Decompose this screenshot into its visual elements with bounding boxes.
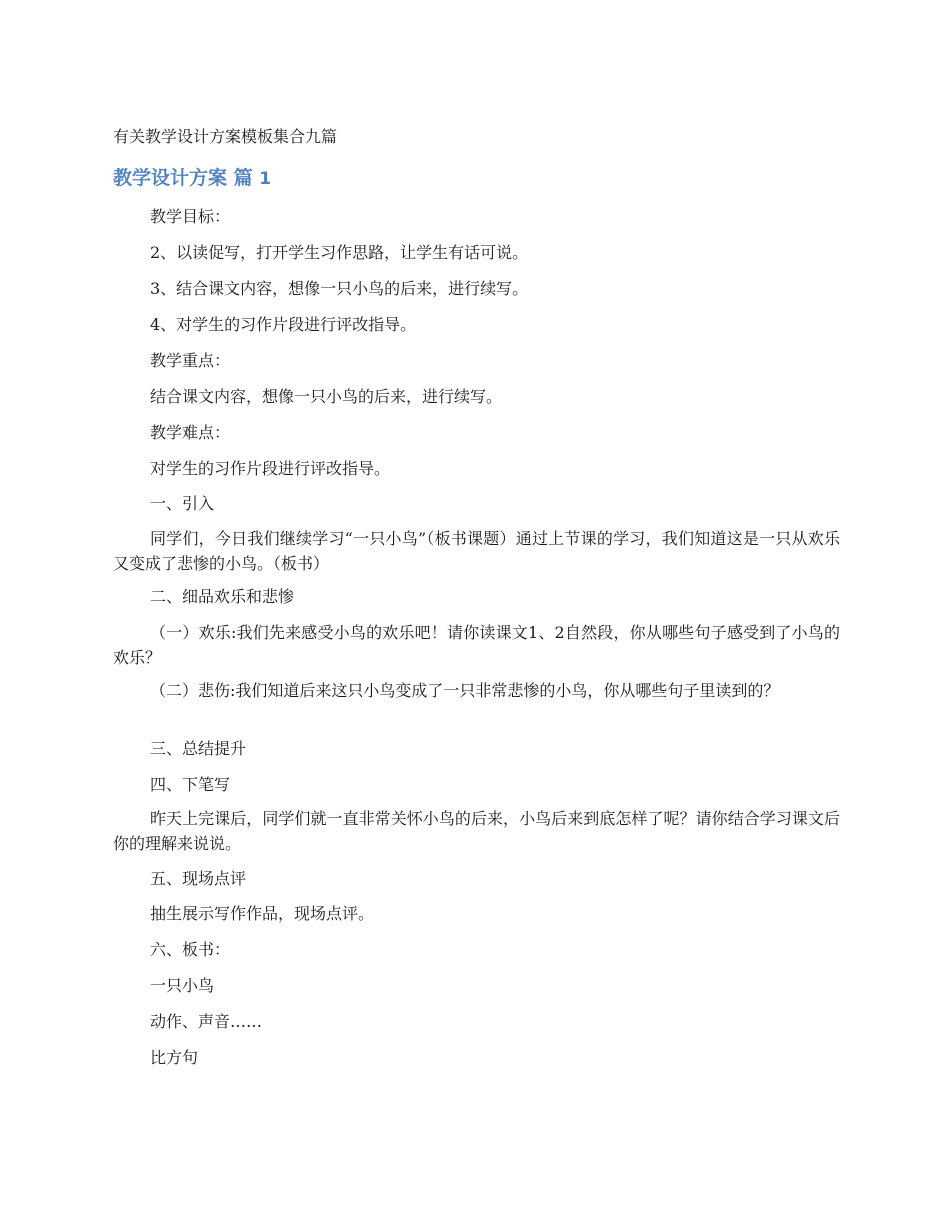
section-heading <box>113 164 271 193</box>
paragraph-board-line-2: 动作、声音…… <box>150 1012 263 1031</box>
paragraph-objective-4: 4、对学生的习作片段进行评改指导。 <box>150 315 417 334</box>
section-heading-text: 教学设计方案 篇 <box>113 167 253 189</box>
paragraph-objectives-label: 教学目标： <box>150 207 231 226</box>
paragraph-step-4-heading: 四、下笔写 <box>150 775 231 794</box>
paragraph-step-1-body: 同学们，今日我们继续学习“一只小鸟”（板书课题）通过上节课的学习，我们知道这是一只从欢乐又变成了悲惨的小鸟。（板书） <box>113 529 840 573</box>
section-heading-number: 1 <box>259 169 272 189</box>
paragraph-step-2-heading: 二、细品欢乐和悲惨 <box>150 587 295 606</box>
paragraph-step-4-body: 昨天上完课后，同学们就一直非常关怀小鸟的后来，小鸟后来到底怎样了呢？请你结合学习课文后你的理解来说说。 <box>113 809 840 853</box>
paragraph-board-line-1: 一只小鸟 <box>150 976 215 995</box>
document-title: 有关教学设计方案模板集合九篇 <box>113 127 338 146</box>
paragraph-step-6-heading: 六、板书： <box>150 940 231 959</box>
paragraph-step-1-heading: 一、引入 <box>150 494 215 513</box>
paragraph-difficulties-label: 教学难点： <box>150 423 231 442</box>
paragraph-key-points: 结合课文内容，想像一只小鸟的后来，进行续写。 <box>150 387 503 406</box>
paragraph-objective-2: 2、以读促写，打开学生习作思路，让学生有话可说。 <box>150 243 529 262</box>
paragraph-key-points-label: 教学重点： <box>150 351 231 370</box>
paragraph-objective-3: 3、结合课文内容，想像一只小鸟的后来，进行续写。 <box>150 279 529 298</box>
paragraph-step-2-sorrow: （二）悲伤:我们知道后来这只小鸟变成了一只非常悲惨的小鸟，你从哪些句子里读到的？ <box>150 681 780 700</box>
paragraph-board-line-3: 比方句 <box>150 1048 199 1067</box>
paragraph-difficulties: 对学生的习作片段进行评改指导。 <box>150 459 391 478</box>
paragraph-step-2-joy: （一）欢乐:我们先来感受小鸟的欢乐吧！请你读课文1、2自然段，你从哪些句子感受到了小鸟的欢乐？ <box>113 623 840 667</box>
paragraph-step-5-body: 抽生展示写作作品，现场点评。 <box>150 904 375 923</box>
paragraph-step-5-heading: 五、现场点评 <box>150 869 247 888</box>
paragraph-step-3-heading: 三、总结提升 <box>150 739 247 758</box>
